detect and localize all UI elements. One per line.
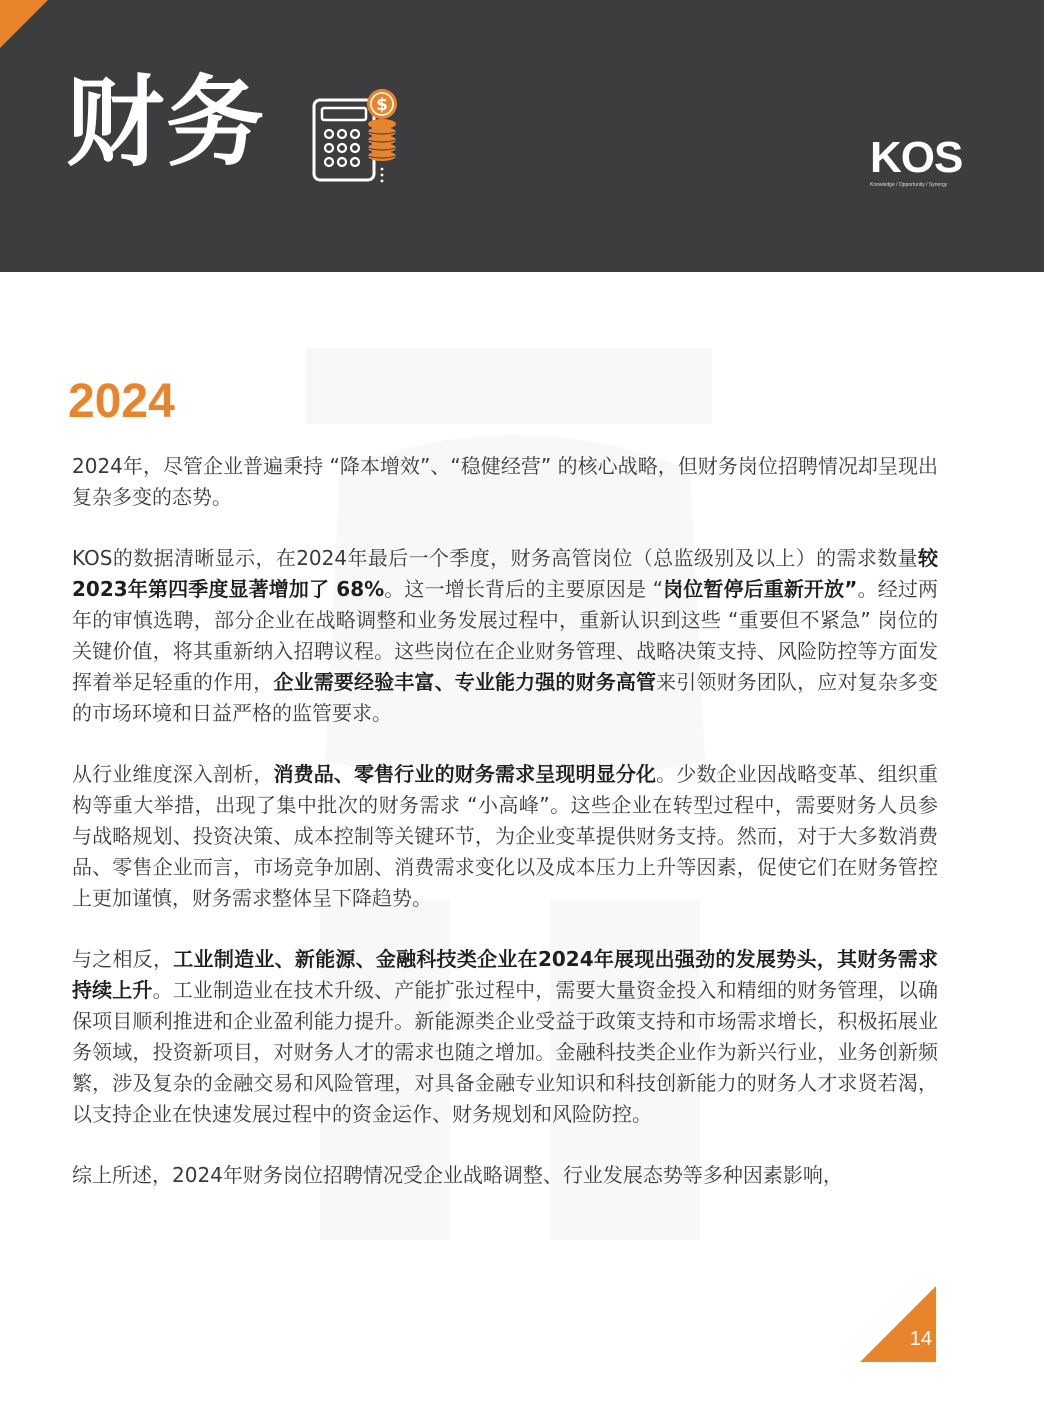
- logo-tagline: Knowledge / Opportunity / Synergy: [870, 182, 948, 188]
- paragraph-text: 。这一增长背后的主要原因是 “: [384, 577, 663, 601]
- bold-highlight: 消费品、零售行业的财务需求呈现明显分化: [273, 762, 657, 786]
- paragraph-4: [72, 944, 938, 1130]
- paragraph-text: 。经过两年的审慎选聘，部分企业在战略调整和业务发展过程中，重新认识到这些 “重要但不紧急” 岗位的关键价值，将其重新纳入招聘议程。这些岗位在企业财务管理、战略决策支持、风险防控等方面发挥着举足轻重的作用，: [72, 577, 939, 694]
- paragraph-text: 从行业维度深入剖析，: [72, 762, 274, 786]
- year-heading: 2024: [68, 375, 175, 428]
- paragraph-text: 来引领财务团队，应对复杂多变的市场环境和日益严格的监管要求。: [72, 670, 939, 725]
- bold-highlight: 工业制造业、新能源、金融科技类企业在2024年展现出强劲的发展势头，其财务需求持续上升: [72, 947, 938, 1002]
- paragraph-text: 。少数企业因战略变革、组织重构等重大举措，出现了集中批次的财务需求 “小高峰”。这些企业在转型过程中，需要财务人员参与战略规划、投资决策、成本控制等关键环节，为企业变革提供财务支持。然而，对于大多数消费品、零售企业而言，市场竞争加剧、消费需求变化以及成本压力上升等因素，促使它们在财务管控上更加谨慎，财务需求整体呈下降趋势。: [72, 762, 939, 910]
- paragraph-text: KOS的数据清晰显示，在2024年最后一个季度，财务高管岗位（总监级别及以上）的需求数量: [72, 546, 918, 570]
- paragraph-2: [72, 543, 938, 729]
- calculator-coins-icon: [308, 86, 404, 186]
- paragraph-5: [72, 1160, 938, 1191]
- paragraph-text: 综上所述，2024年财务岗位招聘情况受企业战略调整、行业发展态势等多种因素影响，: [72, 1163, 843, 1187]
- section-title: 财务: [66, 66, 267, 180]
- bold-highlight: 企业需要经验丰富、专业能力强的财务高管: [273, 670, 657, 694]
- page-header: [0, 0, 1044, 272]
- paragraph-1: [72, 451, 938, 513]
- logo-text: KOS: [870, 133, 963, 182]
- paragraph-text: 2024年，尽管企业普遍秉持 “降本增效”、“稳健经营” 的核心战略，但财务岗位招聘情况却呈现出复杂多变的态势。: [72, 454, 938, 509]
- kos-logo: [870, 133, 970, 192]
- svg-text:$: $: [376, 95, 388, 115]
- page-number: 14: [909, 1328, 932, 1350]
- article-body: [72, 451, 938, 1221]
- paragraph-text: 。工业制造业在技术升级、产能扩张过程中，需要大量资金投入和精细的财务管理，以确保项目顺利推进和企业盈利能力提升。新能源类企业受益于政策支持和市场需求增长，积极拓展业务领域，投资新项目，对财务人才的需求也随之增加。金融科技类企业作为新兴行业，业务创新频繁，涉及复杂的金融交易和风险管理，对具备金融专业知识和科技创新能力的财务人才求贤若渴，以支持企业在快速发展过程中的资金运作、财务规划和风险防控。: [72, 978, 939, 1126]
- paragraph-3: [72, 759, 938, 914]
- header-corner-accent: [0, 0, 48, 48]
- bold-highlight: 较2023年第四季度显著增加了 68%: [72, 546, 938, 601]
- paragraph-text: 与之相反，: [72, 947, 174, 971]
- bold-highlight: 岗位暂停后重新开放”: [662, 577, 858, 601]
